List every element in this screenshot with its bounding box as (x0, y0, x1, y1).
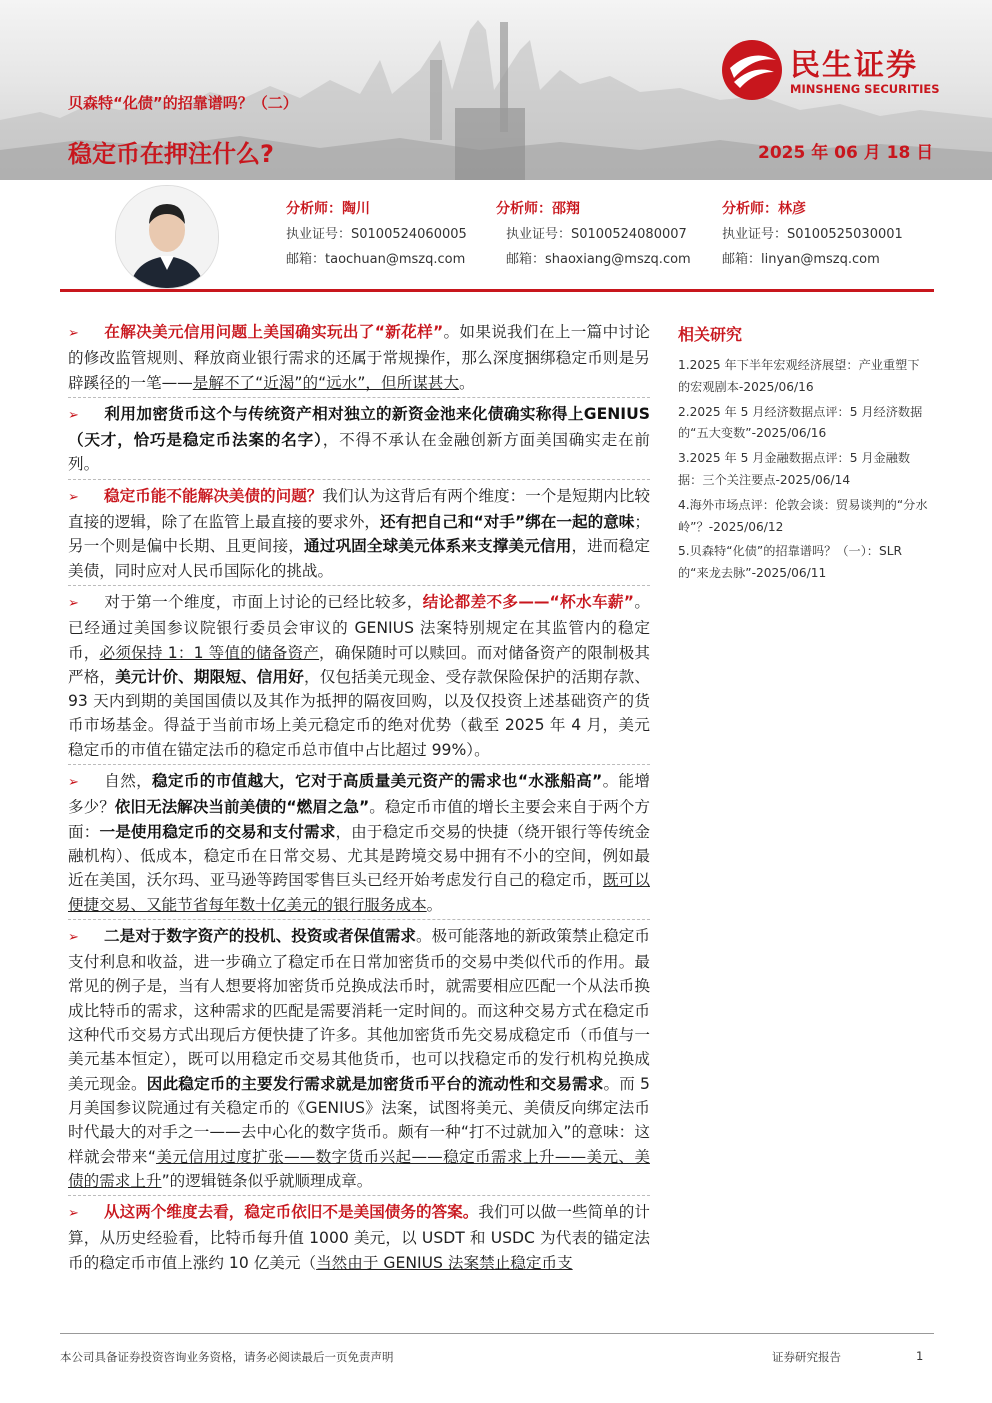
body-text: ，确保随时可以赎回。而对储备资产的限制极其严格， (68, 643, 650, 686)
analyst-license: 执业证号：S0100524080007 (506, 227, 687, 242)
related-research-item[interactable]: 2.2025 年 5 月经济数据点评：5 月经济数据的“五大变数”-2025/06/16 (678, 404, 923, 441)
analyst-email: 邮箱：taochuan@mszq.com (286, 252, 466, 267)
body-text: 自然， (104, 772, 153, 791)
paragraph-3 (68, 484, 650, 586)
bold-text: 二是对于数字资产的投机、投资或者保值需求 (104, 926, 416, 945)
analyst-license: 执业证号：S0100524060005 (286, 227, 467, 242)
bullet-arrow-icon: ➢ (68, 775, 79, 791)
bold-text: 依旧无法解决当前美债的“燃眉之急” (114, 798, 370, 817)
related-research-item[interactable]: 4.海外市场点评：伦敦会谈：贸易谈判的“分水岭”？-2025/06/12 (678, 497, 928, 534)
bold-text: 因此稳定币的主要发行需求就是加密货币平台的流动性和交易需求 (146, 1074, 604, 1093)
page-number: 1 (916, 1349, 924, 1363)
footer-report-type: 证券研究报告 (772, 1350, 841, 1364)
body-text: 。稳定币市值的增长主要会来自于两个方面： (68, 798, 650, 841)
report-date: 2025 年 06 月 18 日 (758, 143, 934, 163)
bold-text: 利用加密货币这个与传统资产相对独立的新资金池来化债确实称得上GENIUS（天才，恰巧是稳定币法案的名字） (68, 404, 650, 450)
underlined-text: 既可以便捷交易、又能节省每年数十亿美元的银行服务成本 (68, 871, 650, 914)
related-research-item[interactable]: 3.2025 年 5 月金融数据点评：5 月金融数据：三个关注要点-2025/06/14 (678, 451, 911, 487)
analyst-3 (722, 198, 903, 272)
bullet-arrow-icon: ➢ (68, 326, 79, 341)
underlined-text: 当然由于 GENIUS 法案禁止稳定币支 (316, 1253, 573, 1272)
underlined-text: 美元信用过度扩张——数字货币兴起——稳定币需求上升——美元、美债的需求上升 (68, 1147, 650, 1190)
bold-text: 还有把自己和“对手”绑在一起的意味 (379, 513, 635, 532)
paragraph-1 (68, 320, 650, 398)
bold-text: 一是使用稳定币的交易和支付需求 (99, 822, 336, 841)
related-research-item[interactable]: 5.贝森特“化债”的招靠谱吗？（一）：SLR 的“来龙去脉”-2025/06/11 (678, 544, 902, 581)
paragraph-4 (68, 590, 650, 765)
bold-text: 通过巩固全球美元体系来支撑美元信用 (303, 537, 572, 556)
analyst-email: 邮箱：linyan@mszq.com (722, 252, 880, 267)
body-text: 我们可以做一些简单的计算，从历史经验看，比特币每升值 1000 美元，以 USDT 和 USDC 为代表的锚定法币的稳定币市值上涨约 10 亿美元（ (68, 1203, 650, 1272)
analyst-license: 执业证号：S0100525030001 (722, 227, 903, 242)
analyst-1 (286, 198, 467, 272)
bullet-arrow-icon: ➢ (68, 1206, 79, 1222)
paragraph-6 (68, 924, 650, 1196)
paragraph-2 (68, 402, 650, 480)
highlight-text: 稳定币能不能解决美债的问题？ (104, 486, 323, 505)
related-research-sidebar (678, 322, 928, 588)
body-text: ；另一个则是偏中长期、且更间接， (68, 513, 650, 556)
bullet-arrow-icon: ➢ (68, 489, 79, 505)
highlight-text: 结论都差不多——“杯水车薪” (422, 592, 635, 611)
footer-disclaimer: 本公司具备证券投资咨询业务资格，请务必阅读最后一页免责声明 (60, 1350, 394, 1364)
body-text: 对于第一个维度，市面上讨论的已经比较多， (104, 592, 423, 611)
body-text: 。能增多少？ (68, 772, 650, 817)
header-divider (60, 289, 934, 292)
body-text: 。如果说我们在上一篇中讨论的修改监管规则、释放商业银行需求的还属于常规操作，那么深度捆绑稳定币则是另辟蹊径的一笔—— (68, 323, 650, 392)
analyst-email: 邮箱：shaoxiang@mszq.com (506, 252, 691, 267)
series-title: 贝森特“化债”的招靠谱吗？（二） (68, 94, 298, 112)
underlined-text: 必须保持 1：1 等值的储备资产 (99, 643, 320, 662)
company-logo (720, 38, 970, 102)
body-text: 。已经通过美国参议院银行委员会审议的 GENIUS 法案特别规定在其监管内的稳定币， (68, 592, 650, 662)
analyst-avatar (115, 185, 219, 289)
logo-text-en: MINSHENG SECURITIES (790, 82, 940, 96)
bullet-arrow-icon: ➢ (68, 595, 79, 611)
body-text: 我们认为这背后有两个维度：一个是短期内比较直接的逻辑，除了在监管上最直接的要求外， (68, 486, 650, 532)
body-text: 。 (426, 895, 443, 914)
body-text: ，仅包括美元现金、受存款保险保护的活期存款、93 天内到期的美国国债以及其作为抵押的隔夜回购，以及仅投资上述基础资产的货币市场基金。得益于当前市场上美元稳定币的绝对优势（截至 2025 年 4 月，美元稳定币的市值在锚定法币的稳定币总市值中占比超过 99%）。 (68, 667, 650, 759)
body-text: ，由于稳定币交易的快捷（绕开银行等传统金融机构）、低成本，稳定币在日常交易、尤其是跨境交易中拥有不小的空间，例如最近在美国，沃尔玛、亚马逊等跨国零售巨头已经开始考虑发行自己的稳定币， (68, 822, 650, 890)
bold-text: 稳定币的市值越大，它对于高质量美元资产的需求也“水涨船高” (152, 772, 603, 791)
paragraph-7 (68, 1200, 650, 1275)
header-banner (0, 0, 992, 180)
page-title: 稳定币在押注什么? (68, 140, 274, 168)
report-body (68, 320, 650, 1279)
bullet-arrow-icon: ➢ (68, 407, 79, 423)
body-text: 。 (459, 373, 475, 392)
body-text: ”的逻辑链条似乎就顺理成章。 (161, 1171, 373, 1190)
paragraph-5 (68, 769, 650, 920)
analyst-name: 分析师：林彦 (722, 201, 806, 217)
analyst-name: 分析师：邵翔 (496, 201, 580, 217)
related-research-item[interactable]: 1.2025 年下半年宏观经济展望：产业重塑下的宏观剧本-2025/06/16 (678, 358, 920, 394)
bold-text: 美元计价、期限短、信用好 (115, 667, 304, 686)
body-text: 。而 5 月美国参议院通过有关稳定币的《GENIUS》法案，试图将美元、美债反向绑定法币时代最大的对手之一——去中心化的数字货币。颇有一种“打不过就加入”的意味：这样就会带来“ (68, 1074, 650, 1166)
bullet-arrow-icon: ➢ (68, 929, 79, 945)
highlight-text: 在解决美元信用问题上美国确实玩出了“新花样” (104, 323, 444, 341)
sidebar-title: 相关研究 (678, 325, 743, 344)
minsheng-logo-icon (720, 38, 784, 102)
body-text: ，不得不承认在金融创新方面美国确实走在前列。 (68, 431, 650, 474)
body-text: 。极可能落地的新政策禁止稳定币支付利息和收益，进一步确立了稳定币在日常加密货币的交易中类似代币的作用。最常见的例子是，当有人想要将加密货币兑换成法币时，就需要相应匹配一个从法币换成比特币的需求，这种需求的匹配是需要消耗一定时间的。而这种交易方式在稳定币这种代币交易方式出现后方便快捷了许多。其他加密货币先交易成稳定币（币值与一美元基本恒定），既可以用稳定币交易其他货币，也可以找稳定币的发行机构兑换成美元现金。 (68, 926, 650, 1093)
body-text: ，进而稳定美债，同时应对人民币国际化的挑战。 (68, 537, 650, 580)
logo-text-cn: 民生证券 (790, 48, 918, 83)
analyst-2 (496, 198, 691, 272)
footer-divider (60, 1333, 934, 1334)
highlight-text: 从这两个维度去看，稳定币依旧不是美国债务的答案。 (104, 1203, 479, 1222)
analyst-name: 分析师：陶川 (286, 201, 370, 217)
underlined-text: 是解不了“近渴”的“远水”，但所谋甚大 (192, 373, 459, 392)
